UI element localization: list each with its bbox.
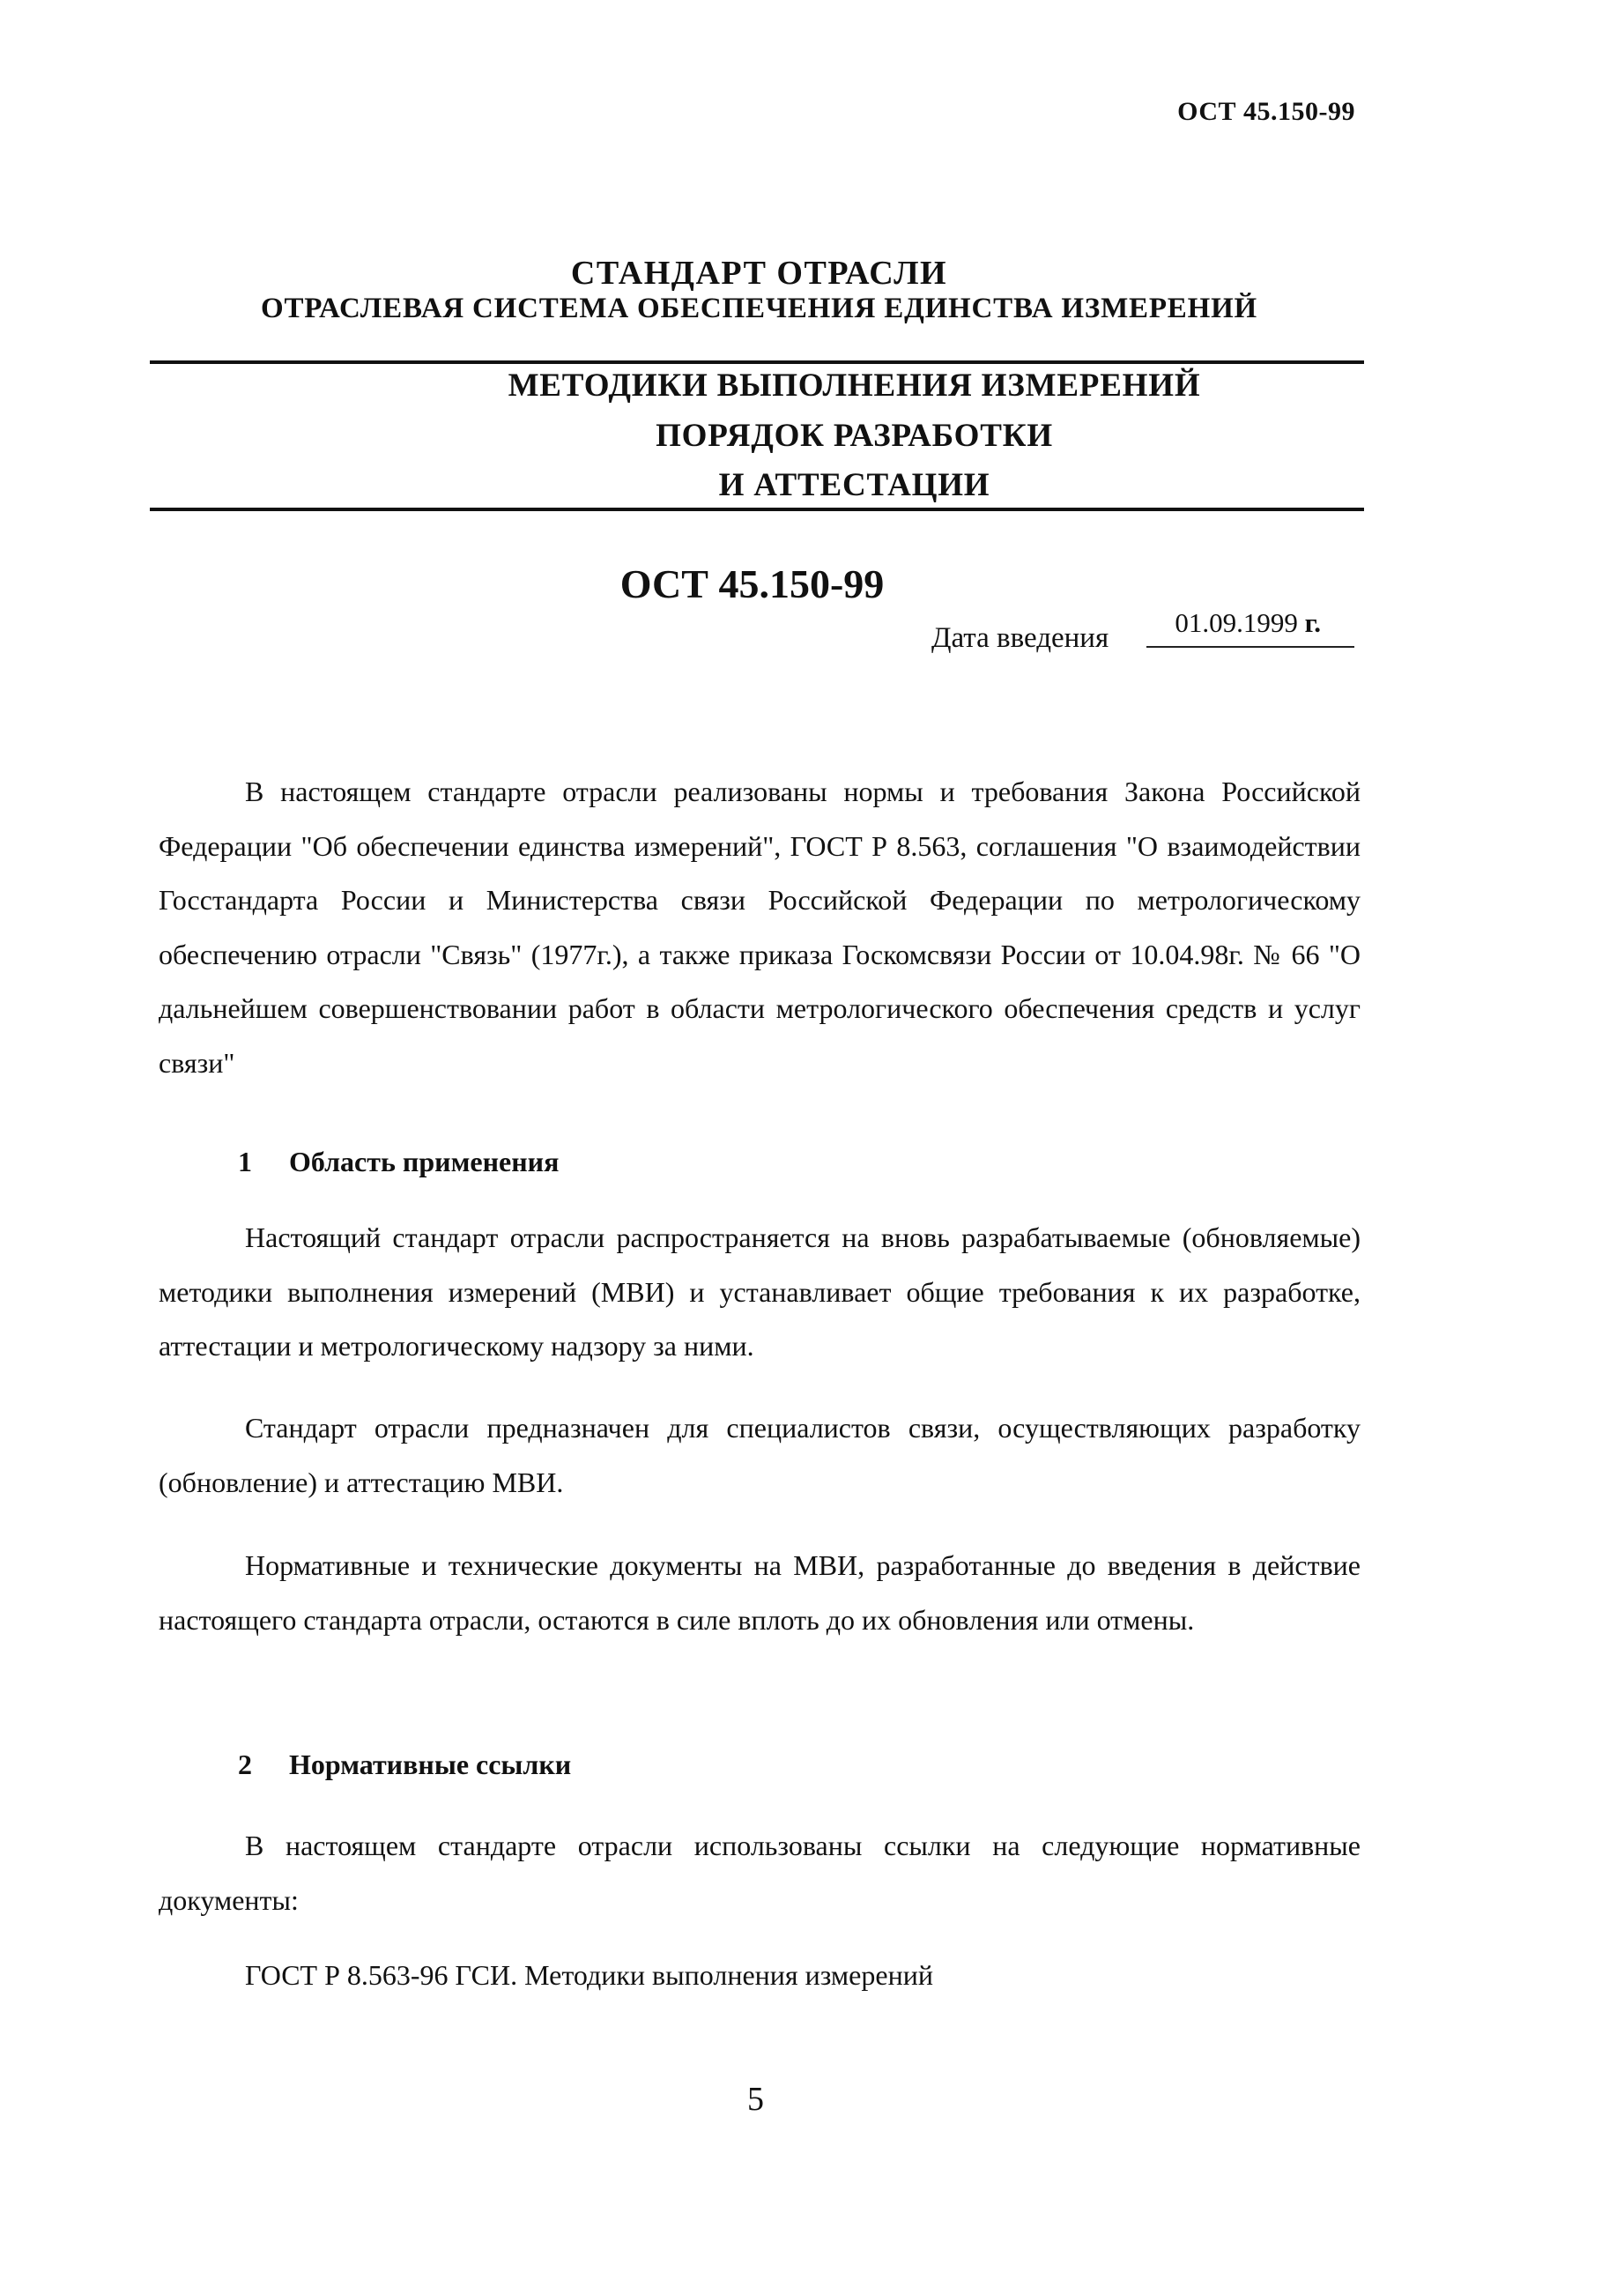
effective-date-value [1175, 607, 1321, 639]
header-doc-code: ОСТ 45.150-99 [1177, 97, 1355, 126]
top-divider [150, 360, 1364, 364]
reference-item: ГОСТ Р 8.563-96 ГСИ. Методики выполнения измерений [245, 1959, 933, 1991]
section-1-heading [238, 1146, 559, 1178]
section-1-paragraph-1: Настоящий стандарт отрасли распространяется на вновь разрабатываемые (обновляемые) методики выполнения измерений (МВИ) и устанавливает общие требования к их разработке, аттестации и метрологическому надзору за ними. [159, 1221, 1361, 1362]
system-title: ОТРАСЛЕВАЯ СИСТЕМА ОБЕСПЕЧЕНИЯ ЕДИНСТВА ИЗМЕРЕНИЙ [260, 293, 1258, 324]
effective-date-label: Дата введения [931, 622, 1109, 654]
effective-date-block [931, 602, 1354, 655]
section-1-paragraph-2: Стандарт отрасли предназначен для специалистов связи, осуществляющих разработку (обновление) и аттестацию МВИ. [159, 1412, 1361, 1498]
effective-date-underline [1146, 646, 1354, 648]
section-1-paragraph-3: Нормативные и технические документы на МВИ, разработанные до введения в действие настоящего стандарта отрасли, остаются в силе вплоть до их обновления или отмены. [159, 1549, 1361, 1636]
standard-type-title: СТАНДАРТ ОТРАСЛИ [570, 255, 948, 292]
page-number: 5 [747, 2081, 764, 2118]
document-title-line1: МЕТОДИКИ ВЫПОЛНЕНИЯ ИЗМЕРЕНИЙ [508, 368, 1201, 404]
standard-code: ОСТ 45.150-99 [619, 561, 885, 606]
document-title-line3: И АТТЕСТАЦИИ [718, 467, 990, 503]
document-title-line2: ПОРЯДОК РАЗРАБОТКИ [656, 418, 1053, 454]
section-2-number: 2 [238, 1749, 252, 1780]
section-2-paragraph-1: В настоящем стандарте отрасли использованы ссылки на следующие нормативные документы: [159, 1830, 1361, 1916]
effective-date-suffix: г. [1304, 607, 1321, 638]
intro-paragraph: В настоящем стандарте отрасли реализованы нормы и требования Закона Российской Федерации "Об обеспечении единства измерений", ГОСТ Р 8.563, соглашения "О взаимодействии Госстандарта России и Министерства связи Российской Федерации по метрологическому обеспечению отрасли "Связь" (1977г.), а также приказа Госкомсвязи России от 10.04.98г. № 66 "О дальнейшем совершенствовании работ в области метрологического обеспечения средств и услуг связи" [159, 776, 1361, 1079]
bottom-divider [150, 508, 1364, 511]
section-2-title: Нормативные ссылки [289, 1749, 572, 1780]
section-1-title: Область применения [289, 1146, 560, 1177]
effective-date-number: 01.09.1999 [1175, 607, 1298, 638]
section-2-heading [238, 1749, 571, 1781]
section-1-number: 1 [238, 1146, 252, 1177]
